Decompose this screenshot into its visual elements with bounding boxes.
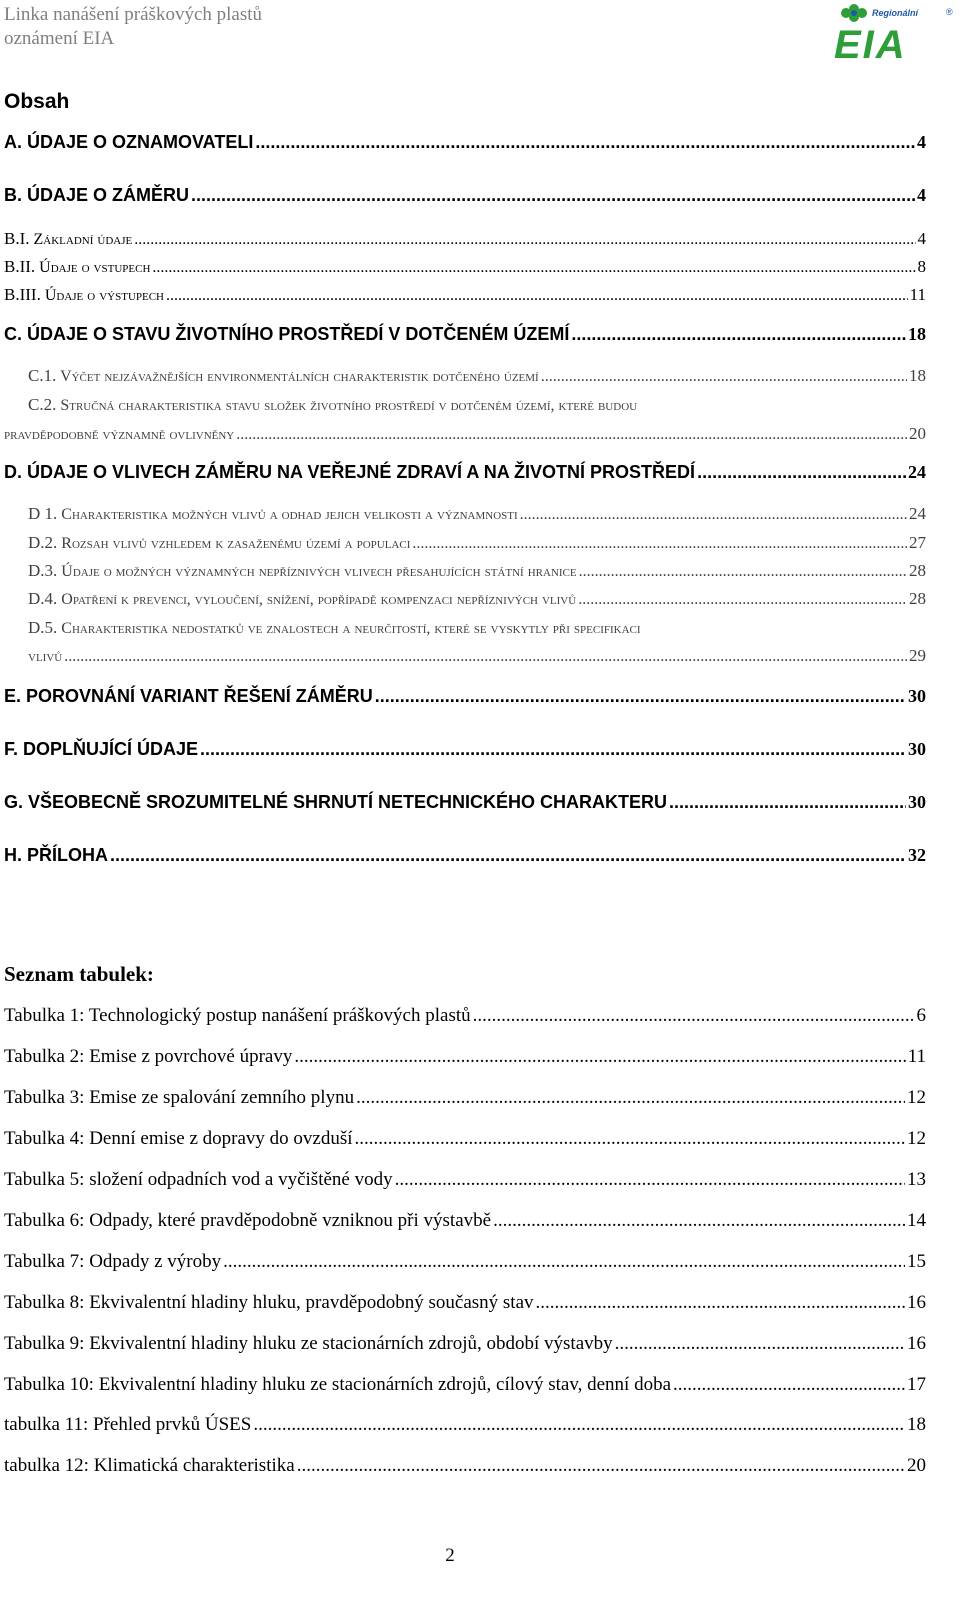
toc-entry-page: 18	[909, 366, 926, 385]
toc-entry-c1[interactable]	[28, 366, 926, 386]
toc-entry-number: C.1.	[28, 366, 57, 385]
toc-entry-page: 28	[909, 589, 926, 608]
toc-entry-d5-line1[interactable]	[28, 618, 641, 638]
table-entry[interactable]	[4, 1046, 926, 1068]
toc-entry-page: 29	[909, 646, 926, 665]
table-entry-page: 13	[907, 1169, 926, 1190]
table-entry-label: Tabulka 2: Emise z povrchové úpravy	[4, 1046, 293, 1067]
toc-entry-e[interactable]	[4, 686, 926, 707]
eia-logo	[828, 3, 958, 63]
toc-entry-number: D.3.	[28, 561, 58, 580]
table-entry[interactable]	[4, 1251, 926, 1273]
logo-text-top: Regionální	[872, 8, 919, 18]
page-header	[4, 3, 956, 61]
table-entry-label: Tabulka 10: Ekvivalentní hladiny hluku ze stacionárních zdrojů, cílový stav, denní doba	[4, 1374, 672, 1395]
toc-entry-page: 20	[909, 424, 926, 443]
table-entry-label: Tabulka 7: Odpady z výroby	[4, 1251, 222, 1272]
toc-entry-label: Výčet nejzávažnějších environmentálních charakteristik dotčeného území	[60, 368, 539, 385]
toc-entry-number: B.II.	[4, 257, 36, 276]
table-entry[interactable]	[4, 1414, 926, 1436]
toc-entry-label: Opatření k prevenci, vyloučení, snížení, popřípadě kompenzaci nepříznivých vlivů	[61, 591, 577, 608]
toc-entry-number: D 1.	[28, 504, 58, 523]
table-entry[interactable]	[4, 1005, 926, 1027]
toc-entry-page: 30	[908, 739, 926, 759]
toc-entry-label: Údaje o výstupech	[44, 287, 165, 304]
toc-entry-page: 32	[908, 845, 926, 865]
toc-entry-a[interactable]	[4, 132, 926, 153]
table-entry-page: 16	[907, 1292, 926, 1313]
toc-entry-c2-line1[interactable]	[28, 395, 637, 415]
table-entry[interactable]	[4, 1455, 926, 1477]
table-entry-label: Tabulka 5: složení odpadních vod a vyčištěné vody	[4, 1169, 393, 1190]
toc-entry-d[interactable]	[4, 462, 926, 483]
toc-entry-label: C. ÚDAJE O STAVU ŽIVOTNÍHO PROSTŘEDÍ V DOTČENÉM ÚZEMÍ	[4, 324, 570, 344]
table-entry-page: 17	[907, 1374, 926, 1395]
toc-entry-number: B.III.	[4, 285, 41, 304]
table-entry-page: 20	[907, 1455, 926, 1476]
toc-entry-b2[interactable]	[4, 257, 926, 277]
page-number: 2	[445, 1545, 455, 1566]
table-entry-page: 12	[907, 1128, 926, 1149]
table-entry[interactable]	[4, 1292, 926, 1314]
toc-entry-label: Stručná charakteristika stavu složek životního prostředí v dotčeném území, které budou	[60, 397, 638, 414]
toc-entry-c[interactable]	[4, 324, 926, 345]
toc-entry-c2[interactable]	[4, 424, 926, 444]
table-entry-label: Tabulka 3: Emise ze spalování zemního plynu	[4, 1087, 355, 1108]
toc-entry-page: 24	[908, 462, 926, 482]
toc-entry-b1[interactable]	[4, 229, 926, 249]
toc-entry-f[interactable]	[4, 739, 926, 760]
toc-entry-b3[interactable]	[4, 285, 926, 305]
toc-entry-page: 4	[917, 132, 926, 152]
toc-entry-page: 30	[908, 792, 926, 812]
toc-entry-page: 24	[909, 504, 926, 523]
toc-entry-d2[interactable]	[28, 533, 926, 553]
table-entry-page: 16	[907, 1333, 926, 1354]
toc-entry-page: 30	[908, 686, 926, 706]
toc-entry-d5[interactable]	[28, 646, 926, 666]
toc-entry-label: H. PŘÍLOHA	[4, 845, 109, 865]
toc-entry-b[interactable]	[4, 185, 926, 206]
toc-entry-number: D.5.	[28, 618, 58, 637]
table-entry-page: 11	[907, 1046, 926, 1067]
table-entry[interactable]	[4, 1333, 926, 1355]
toc-entry-d4[interactable]	[28, 589, 926, 609]
table-entry-label: Tabulka 1: Technologický postup nanášení práškových plastů	[4, 1005, 471, 1026]
header-line-1: Linka nanášení práškových plastů	[4, 4, 263, 25]
toc-entry-page: 27	[909, 533, 926, 552]
toc-entry-page: 4	[917, 229, 926, 248]
logo-letters: EIA	[834, 23, 907, 63]
toc-entry-number: D.4.	[28, 589, 58, 608]
toc-entry-page: 4	[917, 185, 926, 205]
toc-entry-label: Základní údaje	[33, 231, 133, 248]
toc-entry-label-cont: vlivů	[28, 648, 63, 665]
toc-entry-h[interactable]	[4, 845, 926, 866]
table-entry-label: Tabulka 4: Denní emise z dopravy do ovzduší	[4, 1128, 353, 1149]
toc-entry-label: E. POROVNÁNÍ VARIANT ŘEŠENÍ ZÁMĚRU	[4, 686, 373, 706]
toc-entry-g[interactable]	[4, 792, 926, 813]
toc-entry-number: C.2.	[28, 395, 57, 414]
toc-entry-page: 11	[909, 285, 926, 304]
toc-entry-label: Rozsah vlivů vzhledem k zasaženému území a populaci	[61, 535, 411, 552]
table-entry-label: Tabulka 9: Ekvivalentní hladiny hluku ze stacionárních zdrojů, období výstavby	[4, 1333, 613, 1354]
table-entry-page: 6	[916, 1005, 926, 1026]
table-entry-label: tabulka 11: Přehled prvků ÚSES	[4, 1414, 252, 1435]
toc-entry-page: 28	[909, 561, 926, 580]
table-entry[interactable]	[4, 1087, 926, 1109]
table-entry-label: Tabulka 6: Odpady, které pravděpodobně vzniknou při výstavbě	[4, 1210, 492, 1231]
toc-entry-label: Údaje o vstupech	[39, 259, 151, 276]
table-entry-page: 15	[907, 1251, 926, 1272]
logo-text-bottom: centrum	[908, 32, 940, 41]
table-entry[interactable]	[4, 1210, 926, 1232]
toc-entry-label-cont: pravděpodobně významně ovlivněny	[4, 426, 235, 443]
table-entry-label: tabulka 12: Klimatická charakteristika	[4, 1455, 295, 1476]
table-entry-page: 18	[907, 1414, 926, 1435]
toc-entry-label: A. ÚDAJE O OZNAMOVATELI	[4, 132, 254, 152]
toc-entry-d3[interactable]	[28, 561, 926, 581]
toc-entry-page: 18	[908, 324, 926, 344]
toc-entry-label: Charakteristika možných vlivů a odhad jejich velikosti a významnosti	[61, 506, 518, 523]
registered-icon: ®	[946, 7, 953, 17]
toc-entry-label: F. DOPLŇUJÍCÍ ÚDAJE	[4, 739, 199, 759]
toc-entry-label: D. ÚDAJE O VLIVECH ZÁMĚRU NA VEŘEJNÉ ZDRAVÍ A NA ŽIVOTNÍ PROSTŘEDÍ	[4, 462, 696, 482]
table-entry[interactable]	[4, 1374, 926, 1396]
toc-entry-page: 8	[917, 257, 926, 276]
tables-title: Seznam tabulek:	[4, 962, 154, 986]
table-entry[interactable]	[4, 1128, 926, 1150]
table-entry[interactable]	[4, 1169, 926, 1191]
toc-entry-label: Údaje o možných významných nepříznivých vlivech přesahujících státní hranice	[61, 563, 577, 580]
header-line-2: oznámení EIA	[4, 28, 115, 49]
table-entry-page: 12	[907, 1087, 926, 1108]
toc-entry-number: B.I.	[4, 229, 30, 248]
table-entry-page: 14	[907, 1210, 926, 1231]
toc-entry-d1[interactable]	[28, 504, 926, 524]
toc-entry-label: B. ÚDAJE O ZÁMĚRU	[4, 185, 190, 205]
flower-icon	[841, 4, 867, 22]
toc-entry-label: G. VŠEOBECNĚ SROZUMITELNÉ SHRNUTÍ NETECHNICKÉHO CHARAKTERU	[4, 792, 668, 812]
toc-entry-number: D.2.	[28, 533, 58, 552]
toc-entry-label: Charakteristika nedostatků ve znalostech a neurčitostí, které se vyskytly při specifikaci	[61, 620, 641, 637]
toc-title: Obsah	[4, 90, 70, 113]
table-entry-label: Tabulka 8: Ekvivalentní hladiny hluku, pravděpodobný současný stav	[4, 1292, 534, 1313]
header-text	[4, 3, 262, 51]
